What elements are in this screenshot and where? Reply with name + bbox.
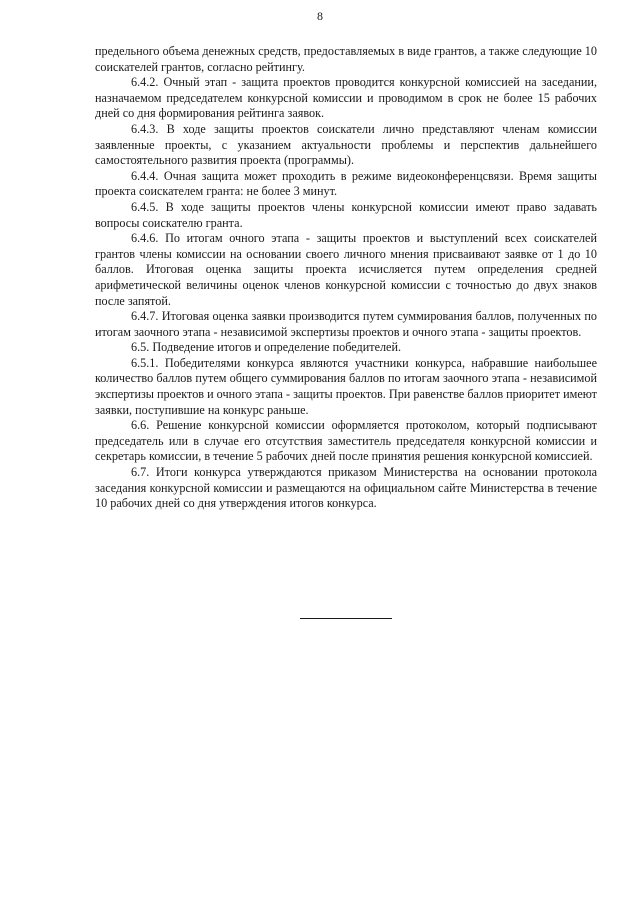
paragraph-6-7: 6.7. Итоги конкурса утверждаются приказом Министерства на основании протокола заседания конкурсной комиссии и размещаются на официальном сайте Министерства в течение 10 рабочих дней со дня утверждения итогов конкурса. [95,465,597,511]
end-of-document-rule [300,618,392,619]
paragraph-6-5: 6.5. Подведение итогов и определение победителей. [131,340,402,355]
paragraph-6-4-7: 6.4.7. Итоговая оценка заявки производится путем суммирования баллов, полученных по итогам заочного этапа - независимой экспертизы проектов и очного этапа - защиты проектов. [95,309,597,339]
paragraph-6-4-3: 6.4.3. В ходе защиты проектов соискатели лично представляют членам комиссии заявленные проекты, с указанием актуальности проблемы и перспектив дальнейшего самостоятельного развития проекта (программы). [95,121,597,168]
paragraph-6-4-5: 6.4.5. В ходе защиты проектов члены конкурсной комиссии имеют право задавать вопросы соискателю гранта. [95,199,597,230]
paragraph-6-4-4: 6.4.4. Очная защита может проходить в режиме видеоконференцсвязи. Время защиты проекта соискателем гранта: не более 3 минут. [95,168,597,199]
paragraph-6-4-2: 6.4.2. Очный этап - защита проектов проводится конкурсной комиссией на заседании, назначаемом председателем конкурсной комиссии и проводимом в срок не более 15 рабочих дней со дня формирования рейтинга заявок. [95,75,597,121]
paragraph-6-5-1: 6.5.1. Победителями конкурса являются участники конкурса, набравшие наибольшее количество баллов путем общего суммирования баллов по итогам заочного этапа - независимой экспертизы проектов и очного этапа - защиты проектов. При равенстве баллов приоритет имеют заявки, поступившие на конкурс раньше. [95,355,598,417]
paragraph-continuation: предельного объема денежных средств, предоставляемых в виде грантов, а также следующие 10 соискателей грантов, согласно рейтингу. [95,44,597,74]
paragraph-6-4-6: 6.4.6. По итогам очного этапа - защиты проектов и выступлений всех соискателей грантов члены комиссии на основании своего личного мнения присваивают заявке от 1 до 10 баллов. Итоговая оценка защиты проекта исчисляется путем определения средней арифметической величины оценок членов конкурсной комиссии с точностью до двух знаков после запятой. [95,231,597,308]
document-body [95,44,597,512]
paragraph-6-6: 6.6. Решение конкурсной комиссии оформляется протоколом, который подписывают председатель или в случае его отсутствия заместитель председателя конкурсной комиссии и секретарь комиссии, в течение 5 рабочих дней после принятия решения конкурсной комиссией. [95,418,597,464]
page-number: 8 [317,9,323,23]
